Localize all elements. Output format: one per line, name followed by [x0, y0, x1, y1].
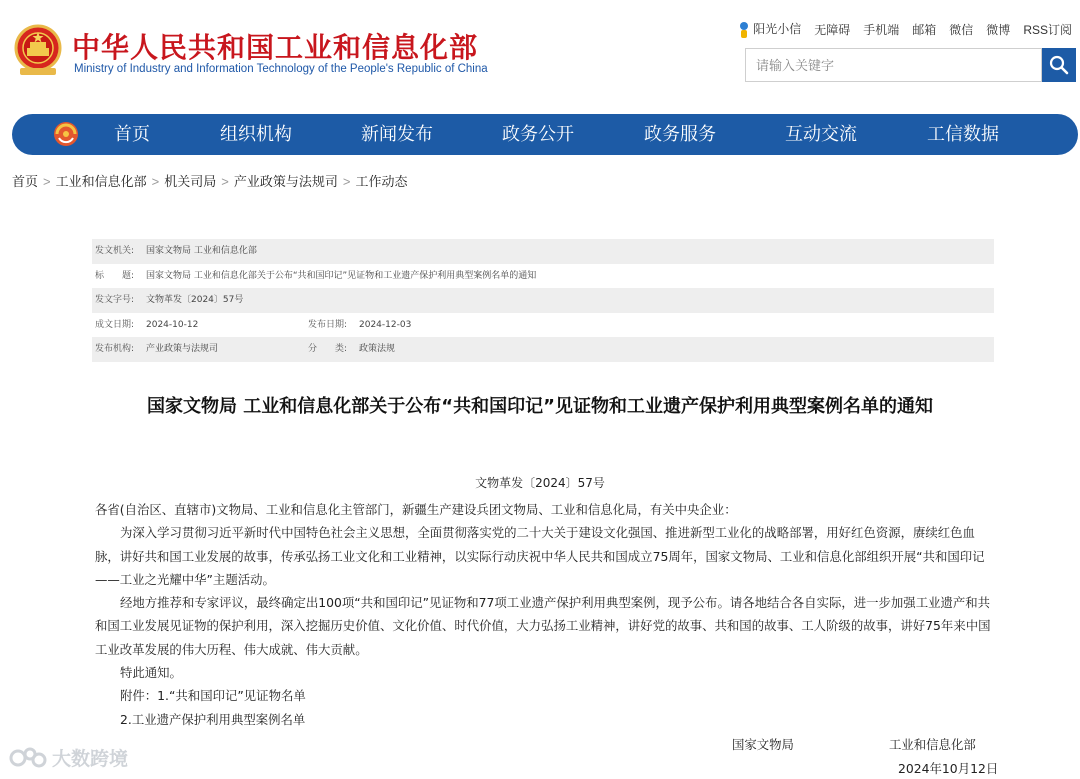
top-link-wechat[interactable]: 微信: [949, 22, 974, 37]
breadcrumb-ministry[interactable]: 工业和信息化部: [55, 174, 147, 189]
watermark: [8, 744, 128, 771]
meta-title: 国家文物局 工业和信息化部关于公布“共和国印记”见证物和工业遗产保护利用典型案例名单的通知: [146, 270, 537, 281]
search-icon: [1049, 55, 1069, 75]
top-link-sunshine[interactable]: 阳光小信: [738, 20, 801, 39]
nav-item-data[interactable]: 工信数据: [927, 124, 999, 145]
nav-item-organization[interactable]: 组织机构: [220, 124, 292, 145]
site-subtitle: Ministry of Industry and Information Technology of the People's Republic of China: [74, 63, 488, 75]
breadcrumb-separator: >: [151, 174, 160, 189]
main-nav: [12, 114, 1078, 155]
breadcrumb: [12, 171, 407, 190]
breadcrumb-separator: >: [43, 174, 51, 189]
top-link-weibo[interactable]: 微博: [986, 22, 1011, 37]
meta-row-org: 发布机构: 产业政策与法规司 分 类: 政策法规: [92, 337, 994, 362]
search-box: [745, 48, 1042, 82]
nav-item-home[interactable]: 首页: [114, 124, 150, 145]
document-number: 文物革发〔2024〕57号: [475, 476, 605, 490]
signer-1: 国家文物局: [732, 737, 794, 752]
paragraph-1: 为深入学习贯彻习近平新时代中国特色社会主义思想，全面贯彻落实党的二十大关于建设文化强国、推进新型工业化的战略部署，用好红色资源，赓续红色血脉，讲好共和国工业发展的故事，传承弘扬工业文化和工业精神，以实际行动庆祝中华人民共和国成立75周年，国家文物局、工业和信息化部组织开展“共和国印记——工业之光耀中华”主题活动。: [95, 525, 985, 587]
meta-org: 产业政策与法规司: [146, 344, 219, 355]
top-link-accessibility[interactable]: 无障碍: [814, 22, 851, 37]
ministry-logo-icon: [52, 120, 80, 148]
sign-date: 2024年10月12日: [898, 761, 999, 776]
meta-row-docno: 发文字号: 文物革发〔2024〕57号: [92, 288, 994, 313]
meta-docno: 文物革发〔2024〕57号: [146, 295, 244, 306]
document-metadata: [92, 239, 994, 362]
nav-item-services[interactable]: 政务服务: [644, 124, 716, 145]
meta-row-dates: 成文日期: 2024-10-12 发布日期: 2024-12-03: [92, 313, 994, 338]
breadcrumb-departments[interactable]: 机关司局: [164, 174, 217, 189]
top-link-mail[interactable]: 邮箱: [912, 22, 937, 37]
signer-2: 工业和信息化部: [889, 737, 976, 752]
site-header: [0, 0, 1080, 105]
breadcrumb-policy-dept[interactable]: 产业政策与法规司: [233, 174, 338, 189]
meta-date: 2024-10-12: [146, 319, 199, 330]
top-link-mobile[interactable]: 手机端: [863, 22, 900, 37]
closing: 特此通知。: [120, 665, 182, 681]
meta-pubdate: 2024-12-03: [359, 319, 412, 330]
mascot-icon: [738, 21, 750, 39]
meta-issuer: 国家文物局 工业和信息化部: [146, 246, 257, 256]
nav-item-interaction[interactable]: 互动交流: [785, 124, 857, 145]
site-title: 中华人民共和国工业和信息化部: [72, 31, 479, 64]
search-button[interactable]: [1042, 48, 1076, 82]
salutation: 各省(自治区、直辖市)文物局、工业和信息化主管部门，新疆生产建设兵团文物局、工业和信息化局，有关中央企业：: [95, 502, 737, 517]
article-title: 国家文物局 工业和信息化部关于公布“共和国印记”见证物和工业遗产保护利用典型案例名单的通知: [147, 396, 933, 417]
breadcrumb-separator: >: [342, 174, 351, 189]
article-body: [95, 498, 993, 731]
top-links: [738, 20, 1072, 39]
watermark-logo-icon: [8, 745, 48, 771]
nav-item-news[interactable]: 新闻发布: [361, 124, 433, 145]
attachment-2: 2.工业遗产保护利用典型案例名单: [120, 711, 306, 727]
nav-item-government-affairs[interactable]: 政务公开: [502, 124, 574, 145]
meta-category: 政策法规: [359, 344, 396, 355]
breadcrumb-work-news[interactable]: 工作动态: [355, 174, 408, 189]
top-link-rss[interactable]: RSS订阅: [1023, 22, 1072, 37]
search-input[interactable]: [746, 49, 1046, 81]
breadcrumb-separator: >: [221, 174, 229, 189]
attachment-1: 附件：1.“共和国印记”见证物名单: [120, 688, 306, 704]
meta-row-title: 标 题: 国家文物局 工业和信息化部关于公布“共和国印记”见证物和工业遗产保护利用典型案例名单的通知: [92, 264, 994, 289]
breadcrumb-home[interactable]: 首页: [12, 174, 39, 189]
national-emblem-icon: [12, 24, 64, 78]
paragraph-2: 经地方推荐和专家评议，最终确定出100项“共和国印记”见证物和77项工业遗产保护利用典型案例，现予公布。请各地结合各自实际，进一步加强工业遗产和共和国工业发展见证物的保护利用，深入挖掘历史价值、文化价值、时代价值，大力弘扬工业精神，讲好党的故事、共和国的故事、工人阶级的故事，讲好75年来中国工业改革发展的伟大历程、伟大成就、伟大贡献。: [95, 595, 991, 657]
watermark-text: 大数跨境: [52, 748, 129, 770]
meta-row-issuer: 发文机关: 国家文物局 工业和信息化部: [92, 239, 994, 264]
